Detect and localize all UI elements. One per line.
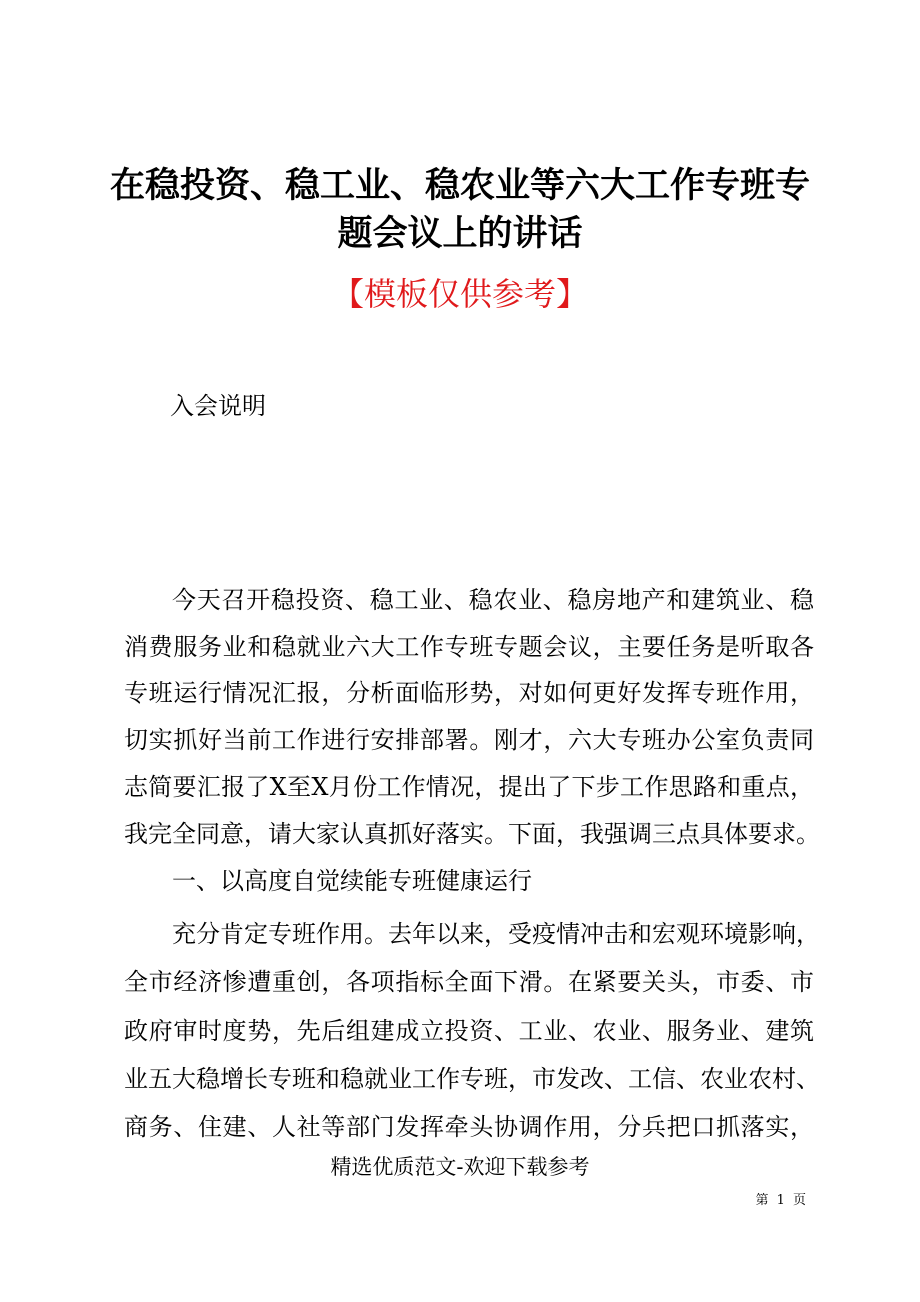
paragraph-line: 我完全同意，请大家认真抓好落实。下面，我强调三点具体要求。 — [124, 820, 820, 848]
section-label-intro: 入会说明 — [170, 392, 266, 420]
paragraph-line: 业五大稳增长专班和稳就业工作专班，市发改、工信、农业农村、 — [124, 1065, 820, 1093]
paragraph-line: 专班运行情况汇报，分析面临形势，对如何更好发挥专班作用， — [124, 679, 814, 707]
document-title-line-2: 题会议上的讲话 — [337, 213, 583, 254]
section-heading: 一、以高度自觉续能专班健康运行 — [172, 867, 532, 895]
paragraph-line: 商务、住建、人社等部门发挥牵头协调作用，分兵把口抓落实， — [124, 1113, 814, 1141]
paragraph-line: 全市经济惨遭重创，各项指标全面下滑。在紧要关头，市委、市 — [124, 968, 814, 996]
footer-text: 精选优质范文-欢迎下载参考 — [330, 1155, 590, 1179]
paragraph-line: 今天召开稳投资、稳工业、稳农业、稳房地产和建筑业、稳 — [172, 586, 814, 614]
document-title-line-1: 在稳投资、稳工业、稳农业等六大工作专班专 — [109, 165, 810, 206]
paragraph-line: 切实抓好当前工作进行安排部署。刚才，六大专班办公室负责同 — [124, 726, 814, 754]
paragraph-line: 充分肯定专班作用。去年以来，受疫情冲击和宏观环境影响， — [172, 920, 820, 948]
paragraph-line: 志简要汇报了X至X月份工作情况，提出了下步工作思路和重点， — [124, 773, 814, 801]
paragraph-line: 政府审时度势，先后组建成立投资、工业、农业、服务业、建筑 — [124, 1017, 814, 1045]
template-notice: 【模板仅供参考】 — [331, 275, 588, 313]
paragraph-line: 消费服务业和稳就业六大工作专班专题会议，主要任务是听取各 — [124, 633, 814, 661]
page-number: 第 1 页 — [755, 1193, 808, 1208]
